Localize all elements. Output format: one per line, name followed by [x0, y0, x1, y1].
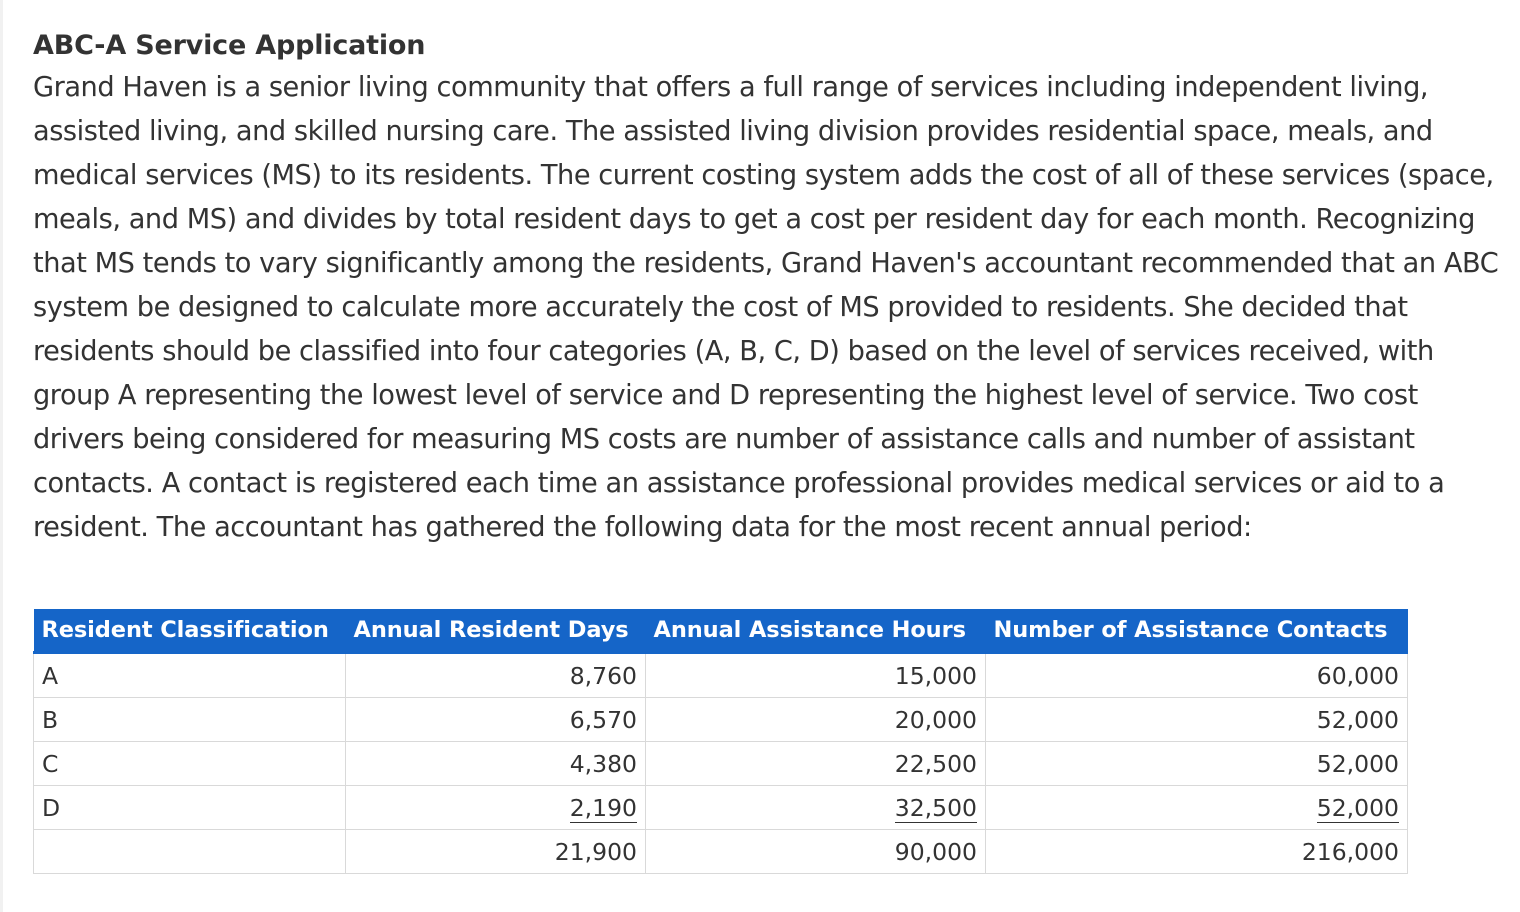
cell-total-assistance-contacts: 216,000 — [986, 830, 1408, 874]
document-body — [33, 26, 1503, 550]
cell-resident-days: 6,570 — [346, 698, 646, 742]
cell-total-assistance-hours: 90,000 — [646, 830, 986, 874]
page-title: ABC-A Service Application — [33, 30, 426, 61]
data-table — [33, 609, 1408, 874]
cell-classification: D — [34, 786, 346, 830]
table-total-row — [34, 830, 1408, 874]
cell-assistance-hours — [646, 786, 986, 830]
cell-classification — [34, 830, 346, 874]
cell-total-resident-days: 21,900 — [346, 830, 646, 874]
table-row — [34, 698, 1408, 742]
cell-classification: C — [34, 742, 346, 786]
table-row — [34, 653, 1408, 698]
cell-assistance-hours: 15,000 — [646, 653, 986, 698]
cell-assistance-contacts: 52,000 — [986, 698, 1408, 742]
cell-assistance-hours: 20,000 — [646, 698, 986, 742]
table-header-row — [34, 609, 1408, 653]
table-row — [34, 742, 1408, 786]
underlined-value: 2,190 — [569, 793, 637, 822]
header-resident-classification: Resident Classification — [34, 609, 346, 653]
cell-assistance-contacts: 60,000 — [986, 653, 1408, 698]
underlined-value: 32,500 — [894, 793, 977, 822]
header-annual-assistance-hours: Annual Assistance Hours — [646, 609, 986, 653]
cell-resident-days — [346, 786, 646, 830]
cell-assistance-hours: 22,500 — [646, 742, 986, 786]
cell-classification: A — [34, 653, 346, 698]
table-row — [34, 786, 1408, 830]
intro-paragraph: Grand Haven is a senior living community that offers a full range of services including independent living, assisted living, and skilled nursing care. The assisted living division provides residential space, meals, and medical services (MS) to its residents. The current costing system adds the cost of all of these services (space, meals, and MS) and divides by total resident days to get a cost per resident day for each month. Recognizing that MS tends to vary significantly among the residents, Grand Haven's accountant recommended that an ABC system be designed to calculate more accurately the cost of MS provided to residents. She decided that residents should be classified into four categories (A, B, C, D) based on the level of services received, with group A representing the lowest level of service and D representing the highest level of service. Two cost drivers being considered for measuring MS costs are number of assistance calls and number of assistant contacts. A contact is registered each time an assistance professional provides medical services or aid to a resident. The accountant has gathered the following data for the most recent annual period: — [33, 72, 1499, 543]
cell-assistance-contacts: 52,000 — [986, 742, 1408, 786]
header-annual-resident-days: Annual Resident Days — [346, 609, 646, 653]
underlined-value: 52,000 — [1316, 793, 1399, 822]
cell-resident-days: 4,380 — [346, 742, 646, 786]
cell-resident-days: 8,760 — [346, 653, 646, 698]
cell-classification: B — [34, 698, 346, 742]
left-border — [0, 0, 3, 912]
cell-assistance-contacts — [986, 786, 1408, 830]
header-number-of-assistance-contacts: Number of Assistance Contacts — [986, 609, 1408, 653]
